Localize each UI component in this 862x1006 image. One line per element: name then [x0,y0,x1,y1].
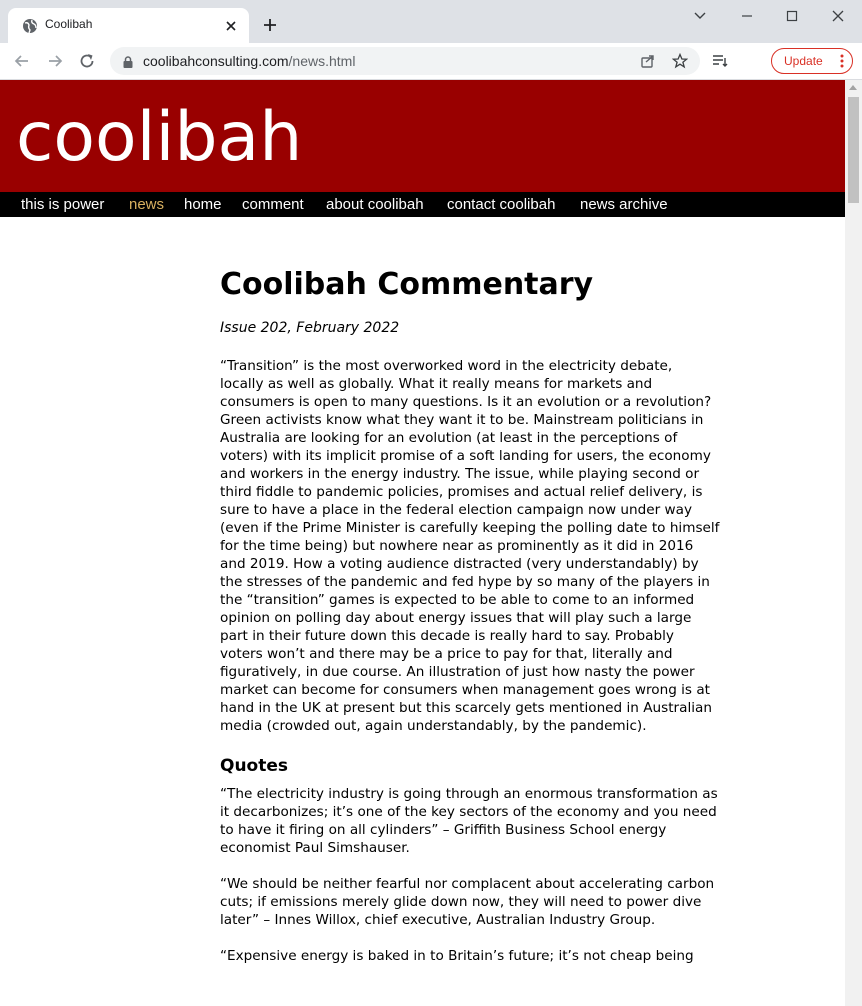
update-button[interactable] [771,48,853,74]
nav-link-news-archive[interactable]: news archive [580,196,668,213]
quote-paragraph: “We should be neither fearful nor complacent about accelerating carbon cuts; if emissions merely glide down now, they will need to power dive later” – Innes Willox, chief executive, Australian Industry Group. [220,876,715,928]
url-domain: coolibahconsulting.com [143,53,289,69]
nav-link-news[interactable]: news [129,196,165,213]
browser-tab[interactable] [8,8,249,43]
new-tab-plus-icon[interactable] [262,17,278,33]
globe-icon [22,18,38,34]
close-tab-icon[interactable] [223,18,239,34]
tab-search-chevron-icon[interactable] [690,6,710,26]
intro-paragraph: “Transition” is the most overworked word in the electricity debate, locally as well as globally. What it really means for markets and consumers is open to many questions. Is it an evolution or a revolution? Green activists know what they want it to be. Mainstream politicians in Australia are looking for an evolution (at least in the perceptions of voters) with its implicit promise of a soft landing for users, the economy and workers in the energy industry. The issue, while playing second or third fiddle to pandemic policies, promises and actual relief delivery, is sure to have a place in the federal election campaign now under way (even if the Prime Minister is carefully keeping the polling date to himself for the time being) but nowhere near as prominently as it did in 2016 and 2019. How a voting audience distracted (very understandably) by the stresses of the pandemic and fed hype by so many of the players in the “transition” games is expected to be able to come to an informed opinion on polling day about energy issues that will play such a large part in their future down this decade is really hard to say. Probably voters won’t and there may be a price to pay for that, literally and figuratively, in due course. An illustration of just how nasty the power market can become for consumers when management goes wrong is at hand in the UK at present but this scarcely gets mentioned in Australian media (crowded out, again understandably, by the pandemic). [220,358,720,734]
site-nav [0,192,845,217]
maximize-icon[interactable] [782,6,802,26]
update-label: Update [784,54,823,68]
forward-arrow-icon[interactable] [46,52,64,70]
bookmark-star-icon[interactable] [672,53,688,69]
scroll-up-arrow-icon[interactable] [849,85,857,90]
lock-icon[interactable] [121,54,135,68]
site-header [0,80,845,192]
quotes-heading: Quotes [220,756,289,776]
nav-link-contact-coolibah[interactable]: contact coolibah [447,196,556,213]
nav-link-home[interactable]: home [184,196,222,213]
url-text[interactable] [143,53,355,69]
site-logo[interactable]: coolibah [16,98,303,177]
article-title: Coolibah Commentary [220,267,594,302]
nav-link-this-is-power[interactable]: this is power [21,196,105,213]
page-viewport [0,80,845,1006]
minimize-icon[interactable] [737,6,757,26]
nav-link-comment[interactable]: comment [242,196,304,213]
article [220,265,720,983]
quote-paragraph: “The electricity industry is going through an enormous transformation as it decarbonizes; it’s one of the key sectors of the economy and you need to have it firing on all cylinders” – Griffith Business School energy economist Paul Simshauser. [220,786,718,856]
browser-toolbar [0,43,862,80]
scrollbar-thumb[interactable] [848,97,859,203]
tab-strip [0,0,862,43]
back-arrow-icon[interactable] [13,52,31,70]
share-icon[interactable] [640,53,656,69]
vertical-scrollbar[interactable] [845,80,862,1006]
issue-line: Issue 202, February 2022 [220,320,400,336]
url-path: /news.html [288,53,356,69]
kebab-menu-icon[interactable] [840,54,844,68]
reading-list-icon[interactable] [712,53,728,69]
quote-paragraph: “Expensive energy is baked in to Britain’s future; it’s not cheap being [220,948,694,964]
close-window-icon[interactable] [828,6,848,26]
nav-link-about-coolibah[interactable]: about coolibah [326,196,424,213]
reload-icon[interactable] [78,52,96,70]
tab-title: Coolibah [45,17,93,31]
address-bar[interactable] [110,47,700,75]
